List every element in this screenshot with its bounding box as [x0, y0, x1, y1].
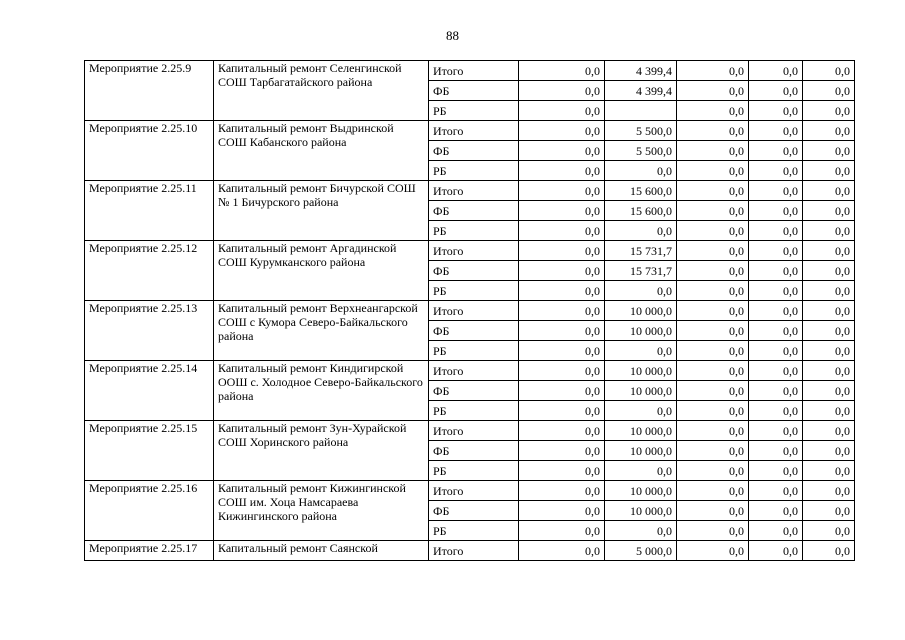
value-col-1: 0,0: [519, 301, 605, 321]
value-col-1: 0,0: [519, 441, 605, 461]
value-col-3: 0,0: [677, 181, 749, 201]
value-col-1: 0,0: [519, 321, 605, 341]
value-col-1: 0,0: [519, 421, 605, 441]
funding-source: РБ: [429, 461, 519, 481]
measure-name: Капитальный ремонт Выдринской СОШ Кабанского района: [214, 121, 429, 181]
value-col-5: 0,0: [803, 221, 855, 241]
value-col-5: 0,0: [803, 281, 855, 301]
value-col-3: 0,0: [677, 121, 749, 141]
measure-id: Мероприятие 2.25.11: [85, 181, 214, 241]
value-col-1: 0,0: [519, 101, 605, 121]
value-col-3: 0,0: [677, 201, 749, 221]
value-col-2: 10 000,0: [605, 421, 677, 441]
value-col-5: 0,0: [803, 261, 855, 281]
value-col-5: 0,0: [803, 321, 855, 341]
value-col-5: 0,0: [803, 481, 855, 501]
table-row: [85, 361, 855, 381]
value-col-4: 0,0: [749, 241, 803, 261]
value-col-2: 0,0: [605, 461, 677, 481]
value-col-1: 0,0: [519, 401, 605, 421]
funding-source: ФБ: [429, 501, 519, 521]
value-col-3: 0,0: [677, 381, 749, 401]
page-number: 88: [446, 28, 459, 43]
funding-source: ФБ: [429, 261, 519, 281]
value-col-3: 0,0: [677, 421, 749, 441]
value-col-3: 0,0: [677, 461, 749, 481]
value-col-5: 0,0: [803, 181, 855, 201]
funding-source: Итого: [429, 301, 519, 321]
funding-source: Итого: [429, 61, 519, 81]
value-col-1: 0,0: [519, 261, 605, 281]
value-col-4: 0,0: [749, 81, 803, 101]
funding-source: Итого: [429, 241, 519, 261]
value-col-4: 0,0: [749, 541, 803, 561]
value-col-5: 0,0: [803, 441, 855, 461]
measure-name: Капитальный ремонт Аргадинской СОШ Курумканского района: [214, 241, 429, 301]
value-col-1: 0,0: [519, 241, 605, 261]
value-col-3: 0,0: [677, 481, 749, 501]
measure-name: Капитальный ремонт Зун-Хурайской СОШ Хоринского района: [214, 421, 429, 481]
value-col-5: 0,0: [803, 341, 855, 361]
value-col-5: 0,0: [803, 501, 855, 521]
table-row: [85, 481, 855, 501]
value-col-5: 0,0: [803, 161, 855, 181]
value-col-4: 0,0: [749, 301, 803, 321]
value-col-5: 0,0: [803, 521, 855, 541]
funding-source: РБ: [429, 401, 519, 421]
table-row: [85, 541, 855, 561]
value-col-1: 0,0: [519, 161, 605, 181]
value-col-4: 0,0: [749, 501, 803, 521]
value-col-4: 0,0: [749, 321, 803, 341]
funding-source: РБ: [429, 281, 519, 301]
value-col-2: 5 000,0: [605, 541, 677, 561]
funding-source: Итого: [429, 121, 519, 141]
value-col-4: 0,0: [749, 121, 803, 141]
value-col-1: 0,0: [519, 141, 605, 161]
value-col-3: 0,0: [677, 161, 749, 181]
measure-name: Капитальный ремонт Киндигирской ООШ с. Холодное Северо-Байкальского района: [214, 361, 429, 421]
value-col-5: 0,0: [803, 361, 855, 381]
funding-source: Итого: [429, 481, 519, 501]
value-col-3: 0,0: [677, 341, 749, 361]
measure-id: Мероприятие 2.25.10: [85, 121, 214, 181]
value-col-3: 0,0: [677, 81, 749, 101]
value-col-1: 0,0: [519, 181, 605, 201]
value-col-4: 0,0: [749, 421, 803, 441]
value-col-1: 0,0: [519, 381, 605, 401]
value-col-4: 0,0: [749, 521, 803, 541]
value-col-3: 0,0: [677, 441, 749, 461]
value-col-4: 0,0: [749, 201, 803, 221]
funding-source: РБ: [429, 101, 519, 121]
value-col-5: 0,0: [803, 141, 855, 161]
value-col-3: 0,0: [677, 141, 749, 161]
value-col-2: 0,0: [605, 401, 677, 421]
budget-table-body: [85, 61, 855, 561]
measure-id: Мероприятие 2.25.9: [85, 61, 214, 121]
value-col-1: 0,0: [519, 461, 605, 481]
value-col-4: 0,0: [749, 221, 803, 241]
value-col-2: 10 000,0: [605, 441, 677, 461]
value-col-1: 0,0: [519, 81, 605, 101]
funding-source: ФБ: [429, 141, 519, 161]
value-col-1: 0,0: [519, 501, 605, 521]
value-col-4: 0,0: [749, 361, 803, 381]
funding-source: ФБ: [429, 321, 519, 341]
value-col-2: 10 000,0: [605, 321, 677, 341]
funding-source: ФБ: [429, 81, 519, 101]
value-col-2: 15 731,7: [605, 261, 677, 281]
funding-source: РБ: [429, 341, 519, 361]
value-col-5: 0,0: [803, 421, 855, 441]
table-row: [85, 241, 855, 261]
value-col-4: 0,0: [749, 161, 803, 181]
value-col-4: 0,0: [749, 481, 803, 501]
value-col-2: [605, 101, 677, 121]
value-col-4: 0,0: [749, 101, 803, 121]
value-col-2: 0,0: [605, 281, 677, 301]
funding-source: Итого: [429, 421, 519, 441]
value-col-4: 0,0: [749, 461, 803, 481]
value-col-2: 0,0: [605, 221, 677, 241]
value-col-2: 15 600,0: [605, 201, 677, 221]
measure-name: Капитальный ремонт Селенгинской СОШ Тарбагатайского района: [214, 61, 429, 121]
value-col-2: 5 500,0: [605, 121, 677, 141]
value-col-1: 0,0: [519, 481, 605, 501]
value-col-3: 0,0: [677, 301, 749, 321]
value-col-4: 0,0: [749, 61, 803, 81]
value-col-5: 0,0: [803, 461, 855, 481]
measure-name: Капитальный ремонт Кижингинской СОШ им. Хоца Намсараева Кижингинского района: [214, 481, 429, 541]
value-col-1: 0,0: [519, 521, 605, 541]
value-col-4: 0,0: [749, 281, 803, 301]
value-col-2: 4 399,4: [605, 81, 677, 101]
value-col-2: 5 500,0: [605, 141, 677, 161]
value-col-5: 0,0: [803, 81, 855, 101]
measure-id: Мероприятие 2.25.17: [85, 541, 214, 561]
measure-id: Мероприятие 2.25.12: [85, 241, 214, 301]
value-col-3: 0,0: [677, 541, 749, 561]
value-col-1: 0,0: [519, 361, 605, 381]
value-col-2: 10 000,0: [605, 361, 677, 381]
value-col-5: 0,0: [803, 541, 855, 561]
funding-source: Итого: [429, 181, 519, 201]
value-col-2: 10 000,0: [605, 301, 677, 321]
value-col-2: 15 600,0: [605, 181, 677, 201]
value-col-1: 0,0: [519, 121, 605, 141]
value-col-3: 0,0: [677, 241, 749, 261]
value-col-4: 0,0: [749, 401, 803, 421]
value-col-3: 0,0: [677, 401, 749, 421]
value-col-3: 0,0: [677, 281, 749, 301]
funding-source: Итого: [429, 361, 519, 381]
value-col-5: 0,0: [803, 381, 855, 401]
value-col-2: 10 000,0: [605, 481, 677, 501]
value-col-2: 0,0: [605, 161, 677, 181]
value-col-4: 0,0: [749, 341, 803, 361]
value-col-5: 0,0: [803, 241, 855, 261]
funding-source: ФБ: [429, 441, 519, 461]
funding-source: РБ: [429, 221, 519, 241]
value-col-5: 0,0: [803, 301, 855, 321]
value-col-5: 0,0: [803, 61, 855, 81]
value-col-1: 0,0: [519, 341, 605, 361]
table-row: [85, 301, 855, 321]
value-col-2: 10 000,0: [605, 381, 677, 401]
value-col-4: 0,0: [749, 261, 803, 281]
measure-name: Капитальный ремонт Верхнеангарской СОШ с Кумора Северо-Байкальского района: [214, 301, 429, 361]
value-col-3: 0,0: [677, 521, 749, 541]
table-row: [85, 61, 855, 81]
value-col-4: 0,0: [749, 441, 803, 461]
value-col-2: 10 000,0: [605, 501, 677, 521]
funding-source: Итого: [429, 541, 519, 561]
value-col-5: 0,0: [803, 101, 855, 121]
value-col-3: 0,0: [677, 221, 749, 241]
measure-id: Мероприятие 2.25.15: [85, 421, 214, 481]
value-col-4: 0,0: [749, 181, 803, 201]
measure-id: Мероприятие 2.25.13: [85, 301, 214, 361]
value-col-2: 4 399,4: [605, 61, 677, 81]
budget-table: [84, 60, 855, 561]
value-col-2: 0,0: [605, 341, 677, 361]
funding-source: РБ: [429, 521, 519, 541]
value-col-1: 0,0: [519, 281, 605, 301]
value-col-1: 0,0: [519, 221, 605, 241]
table-row: [85, 121, 855, 141]
measure-name: Капитальный ремонт Бичурской СОШ № 1 Бичурского района: [214, 181, 429, 241]
value-col-3: 0,0: [677, 361, 749, 381]
value-col-3: 0,0: [677, 101, 749, 121]
measure-id: Мероприятие 2.25.14: [85, 361, 214, 421]
table-row: [85, 421, 855, 441]
value-col-1: 0,0: [519, 201, 605, 221]
value-col-1: 0,0: [519, 61, 605, 81]
table-row: [85, 181, 855, 201]
value-col-4: 0,0: [749, 381, 803, 401]
funding-source: ФБ: [429, 201, 519, 221]
value-col-3: 0,0: [677, 61, 749, 81]
value-col-5: 0,0: [803, 201, 855, 221]
value-col-5: 0,0: [803, 401, 855, 421]
value-col-4: 0,0: [749, 141, 803, 161]
funding-source: ФБ: [429, 381, 519, 401]
funding-source: РБ: [429, 161, 519, 181]
value-col-2: 15 731,7: [605, 241, 677, 261]
value-col-3: 0,0: [677, 261, 749, 281]
value-col-3: 0,0: [677, 501, 749, 521]
measure-id: Мероприятие 2.25.16: [85, 481, 214, 541]
value-col-5: 0,0: [803, 121, 855, 141]
value-col-2: 0,0: [605, 521, 677, 541]
value-col-3: 0,0: [677, 321, 749, 341]
value-col-1: 0,0: [519, 541, 605, 561]
measure-name: Капитальный ремонт Саянской: [214, 541, 429, 561]
